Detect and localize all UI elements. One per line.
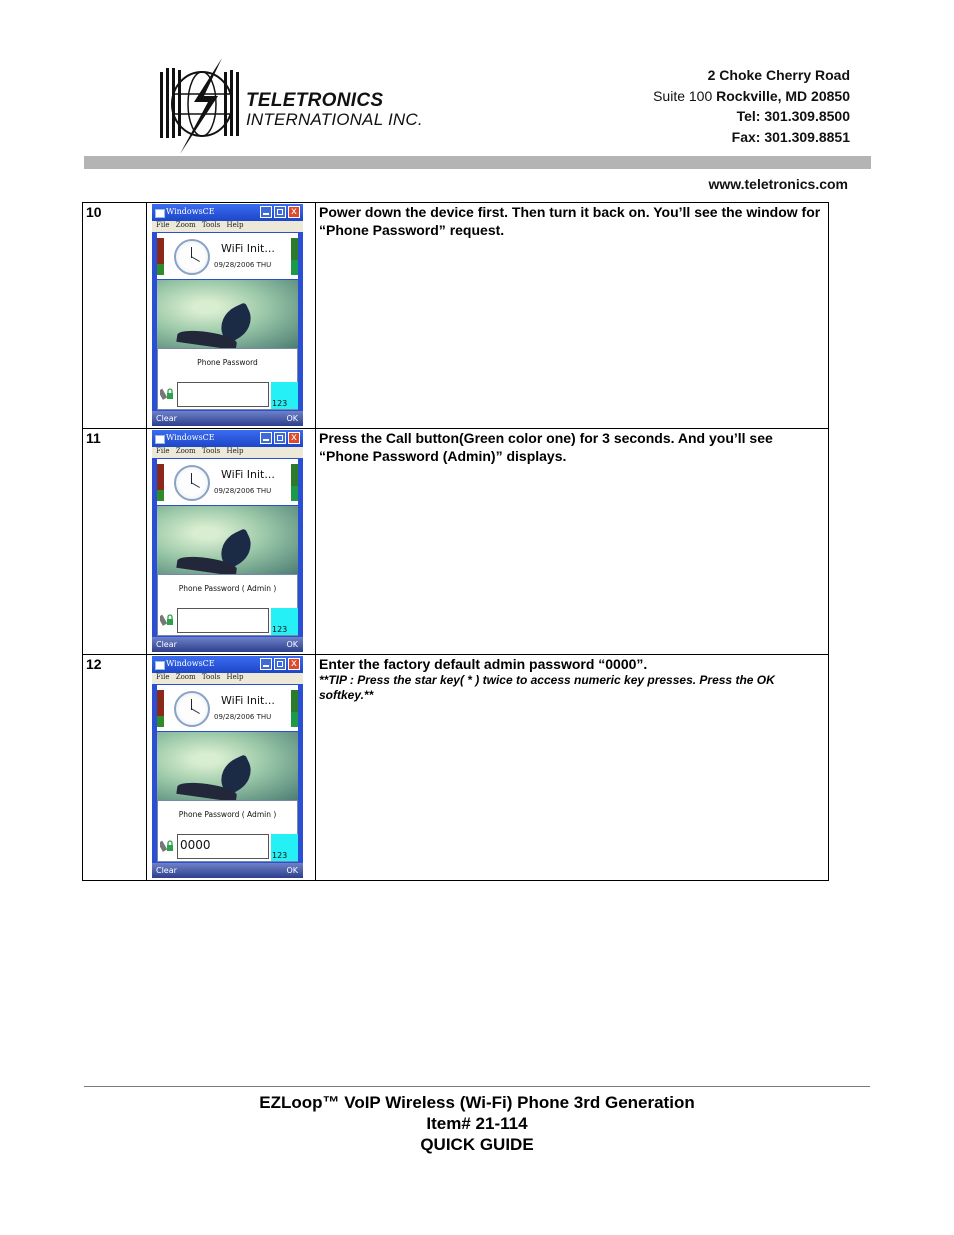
battery-icon: [157, 238, 164, 275]
input-mode-label: 123: [272, 399, 288, 408]
phone-screenshot: [152, 430, 303, 652]
menu-tools: Tools: [201, 673, 221, 681]
softkey-bar: [152, 411, 303, 426]
password-dialog: [157, 348, 298, 410]
close-icon: x: [288, 432, 300, 444]
ok-softkey[interactable]: OK: [286, 866, 298, 875]
close-icon: x: [288, 658, 300, 670]
dialog-title: Phone Password ( Admin ): [178, 810, 277, 819]
step-number: 11: [83, 429, 147, 655]
input-mode-indicator: [271, 834, 298, 861]
ok-softkey[interactable]: OK: [286, 640, 298, 649]
clock-icon: [174, 239, 210, 275]
step-description: [316, 203, 829, 429]
input-mode-indicator: [271, 382, 298, 409]
key-lock-icon: [160, 614, 174, 626]
maximize-icon: [274, 658, 286, 670]
menu-file: File: [156, 673, 170, 681]
window-titlebar: [152, 204, 303, 221]
address-street: 2 Choke Cherry Road: [707, 67, 850, 83]
windows-icon: [155, 435, 165, 444]
wifi-status: WiFi Init...: [221, 242, 275, 255]
key-lock-icon: [160, 840, 174, 852]
fax-number: Fax: 301.309.8851: [731, 128, 850, 145]
signal-icon: [291, 238, 298, 275]
key-lock-icon: [160, 388, 174, 400]
windows-icon: [155, 661, 165, 670]
step-text: Enter the factory default admin password “0000”.: [319, 656, 648, 672]
step-tip: **TIP : Press the star key( * ) twice to access numeric key presses. Press the OK softkey.**: [319, 673, 775, 702]
menu-help: Help: [226, 673, 244, 681]
clear-softkey[interactable]: Clear: [156, 866, 177, 875]
window-titlebar: [152, 656, 303, 673]
wifi-status: WiFi Init...: [221, 694, 275, 707]
dialog-title: Phone Password: [197, 358, 258, 367]
maximize-icon: [274, 206, 286, 218]
globe-lightning-icon: [160, 58, 246, 154]
menu-help: Help: [226, 221, 244, 229]
website-url[interactable]: www.teletronics.com: [708, 176, 848, 192]
step-number: 12: [83, 655, 147, 881]
steps-table: [82, 202, 829, 881]
phone-number: Tel: 301.309.8500: [736, 108, 850, 124]
wallpaper-image: [157, 280, 298, 348]
menu-zoom: Zoom: [175, 447, 196, 455]
window-titlebar: [152, 430, 303, 447]
status-area: [157, 233, 298, 279]
menu-zoom: Zoom: [175, 221, 196, 229]
menu-file: File: [156, 447, 170, 455]
step-screenshot-cell: [147, 203, 316, 429]
status-area: [157, 685, 298, 731]
wallpaper-image: [157, 732, 298, 800]
table-row: [83, 429, 829, 655]
date-display: 09/28/2006 THU: [214, 261, 272, 269]
table-row: [83, 655, 829, 881]
wallpaper-image: [157, 506, 298, 574]
step-description: [316, 429, 829, 655]
date-display: 09/28/2006 THU: [214, 487, 272, 495]
company-logo: [160, 58, 440, 154]
clear-softkey[interactable]: Clear: [156, 640, 177, 649]
password-input[interactable]: [177, 608, 269, 633]
address-suite: Suite 100: [653, 87, 713, 104]
step-description: [316, 655, 829, 881]
windows-icon: [155, 209, 165, 218]
wifi-status: WiFi Init...: [221, 468, 275, 481]
product-name: EZLoop™ VoIP Wireless (Wi-Fi) Phone 3rd Generation: [259, 1093, 695, 1112]
address-city-state: Rockville, MD 20850: [716, 87, 850, 104]
menu-bar: [152, 673, 303, 684]
menu-help: Help: [226, 447, 244, 455]
clock-icon: [174, 691, 210, 727]
close-icon: x: [288, 206, 300, 218]
softkey-bar: [152, 863, 303, 878]
guide-title: QUICK GUIDE: [420, 1135, 534, 1154]
maximize-icon: [274, 432, 286, 444]
table-row: [83, 203, 829, 429]
input-mode-label: 123: [272, 851, 288, 860]
password-dialog: [157, 574, 298, 636]
menu-file: File: [156, 221, 170, 229]
step-text: Power down the device first. Then turn it back on. You’ll see the window for “Phone Password” request.: [319, 204, 821, 238]
signal-icon: [291, 690, 298, 727]
step-screenshot-cell: [147, 655, 316, 881]
company-subtitle: INTERNATIONAL INC.: [246, 110, 423, 129]
window-title: WindowsCE: [166, 433, 215, 442]
footer-divider: [84, 1086, 870, 1087]
item-number: Item# 21-114: [426, 1114, 528, 1133]
menu-bar: [152, 221, 303, 232]
input-mode-label: 123: [272, 625, 288, 634]
input-mode-indicator: [271, 608, 298, 635]
address-city: [653, 86, 850, 107]
clear-softkey[interactable]: Clear: [156, 414, 177, 423]
window-title: WindowsCE: [166, 659, 215, 668]
window-title: WindowsCE: [166, 207, 215, 216]
minimize-icon: [260, 432, 272, 444]
battery-icon: [157, 464, 164, 501]
header-divider: [84, 156, 871, 169]
company-name: TELETRONICS: [246, 90, 384, 111]
password-input[interactable]: 0000: [177, 834, 269, 859]
password-dialog: [157, 800, 298, 862]
battery-icon: [157, 690, 164, 727]
phone-screenshot: [152, 656, 303, 878]
step-text: Press the Call button(Green color one) for 3 seconds. And you’ll see “Phone Password (Admin)” displays.: [319, 430, 773, 464]
menu-tools: Tools: [201, 221, 221, 229]
menu-bar: [152, 447, 303, 458]
date-display: 09/28/2006 THU: [214, 713, 272, 721]
phone-screenshot: [152, 204, 303, 426]
minimize-icon: [260, 206, 272, 218]
clock-icon: [174, 465, 210, 501]
company-address: [653, 65, 850, 147]
step-screenshot-cell: [147, 429, 316, 655]
step-number: 10: [83, 203, 147, 429]
signal-icon: [291, 464, 298, 501]
softkey-bar: [152, 637, 303, 652]
dialog-title: Phone Password ( Admin ): [178, 584, 277, 593]
ok-softkey[interactable]: OK: [286, 414, 298, 423]
footer: [84, 1092, 870, 1155]
status-area: [157, 459, 298, 505]
menu-zoom: Zoom: [175, 673, 196, 681]
minimize-icon: [260, 658, 272, 670]
password-input[interactable]: [177, 382, 269, 407]
menu-tools: Tools: [201, 447, 221, 455]
